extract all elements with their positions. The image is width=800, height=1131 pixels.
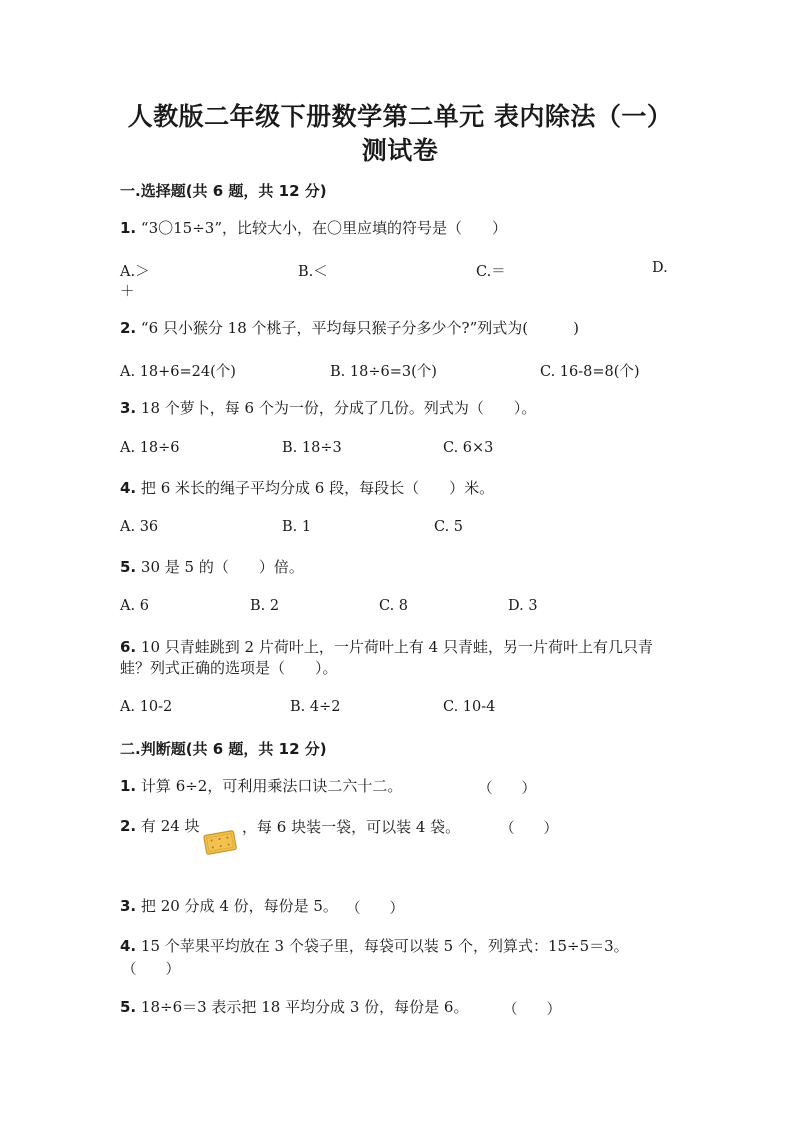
option-b: B. 2 [250,598,280,614]
option-c: C. 8 [379,598,409,614]
option-d: D. [652,260,668,276]
option-c: C. 5 [434,519,464,535]
judgement-3 [120,896,690,917]
option-c: C. 16-8=8(个) [540,364,640,380]
answer-paren: （ ） [122,962,180,978]
question-1 [120,218,690,239]
question-number: 5. [120,998,137,1016]
question-text: 15 个苹果平均放在 3 个袋子里，每袋可以装 5 个，列算式：15÷5＝3。 [140,937,629,955]
option-c: C.＝ [476,264,506,280]
section-heading-judgement: 二.判断题(共 6 题，共 12 分) [120,740,327,758]
question-number: 1. [120,777,137,795]
option-c: C. 6×3 [443,440,494,456]
option-b: B.＜ [298,264,328,280]
question-text-line2: 蛙？列式正确的选项是（ ）。 [120,659,338,677]
judgement-1 [120,776,690,797]
question-number: 4. [120,479,137,497]
question-number: 3. [120,399,137,417]
answer-paren: （ ） [346,901,404,917]
judgement-4 [120,936,690,957]
question-text: 计算 6÷2，可利用乘法口诀二六十二。 [140,777,403,795]
page-subtitle: 测试卷 [361,136,439,165]
option-b: B. 18÷3 [282,440,342,456]
question-2 [120,318,690,339]
question-text-b: ，每 6 块装一袋，可以装 4 袋。 [242,818,461,836]
question-text: “6 只小猴分 18 个桃子，平均每只猴子分多少个?”列式为( ) [140,319,579,337]
question-4 [120,478,690,499]
option-a: A. 18+6=24(个) [120,364,236,380]
option-b: B. 18÷6=3(个) [330,364,437,380]
question-text: 把 6 米长的绳子平均分成 6 段，每段长（ ）米。 [140,479,495,497]
option-a: A.＞ [120,264,150,280]
answer-paren: （ ） [478,781,536,797]
question-6-continued [120,658,690,679]
question-3 [120,398,690,419]
option-a: A. 6 [120,598,149,614]
question-number: 2. [120,319,137,337]
question-5 [120,557,690,578]
judgement-5 [120,997,690,1018]
option-a: A. 18÷6 [120,440,180,456]
page-title: 人教版二年级下册数学第二单元 表内除法（一） [127,102,673,131]
question-text-a: 有 24 块 [140,817,200,835]
question-text: 18÷6＝3 表示把 18 平均分成 3 份，每份是 6。 [140,998,469,1016]
biscuit-icon [202,829,238,855]
option-d-value: ＋ [120,284,135,300]
option-c: C. 10-4 [443,699,496,715]
option-a: A. 10-2 [120,699,173,715]
section-heading-choice: 一.选择题(共 6 题，共 12 分) [120,182,327,200]
question-text: 18 个萝卜，每 6 个为一份，分成了几份。列式为（ ）。 [140,399,537,417]
answer-paren: （ ） [503,1002,561,1018]
question-text-line1: 10 只青蛙跳到 2 片荷叶上，一片荷叶上有 4 只青蛙，另一片荷叶上有几只青 [140,638,653,656]
question-text: “3〇15÷3”，比较大小，在〇里应填的符号是（ ） [140,219,508,237]
question-number: 2. [120,817,137,835]
question-6 [120,637,690,658]
option-b: B. 1 [282,519,312,535]
question-text: 30 是 5 的（ ）倍。 [140,558,304,576]
answer-paren: （ ） [500,821,558,837]
option-b: B. 4÷2 [290,699,341,715]
question-number: 5. [120,558,137,576]
option-d: D. 3 [508,598,538,614]
question-text: 把 20 分成 4 份，每份是 5。 [140,897,338,915]
question-number: 6. [120,638,137,656]
question-number: 1. [120,219,137,237]
question-number: 4. [120,937,137,955]
question-number: 3. [120,897,137,915]
option-a: A. 36 [120,519,159,535]
